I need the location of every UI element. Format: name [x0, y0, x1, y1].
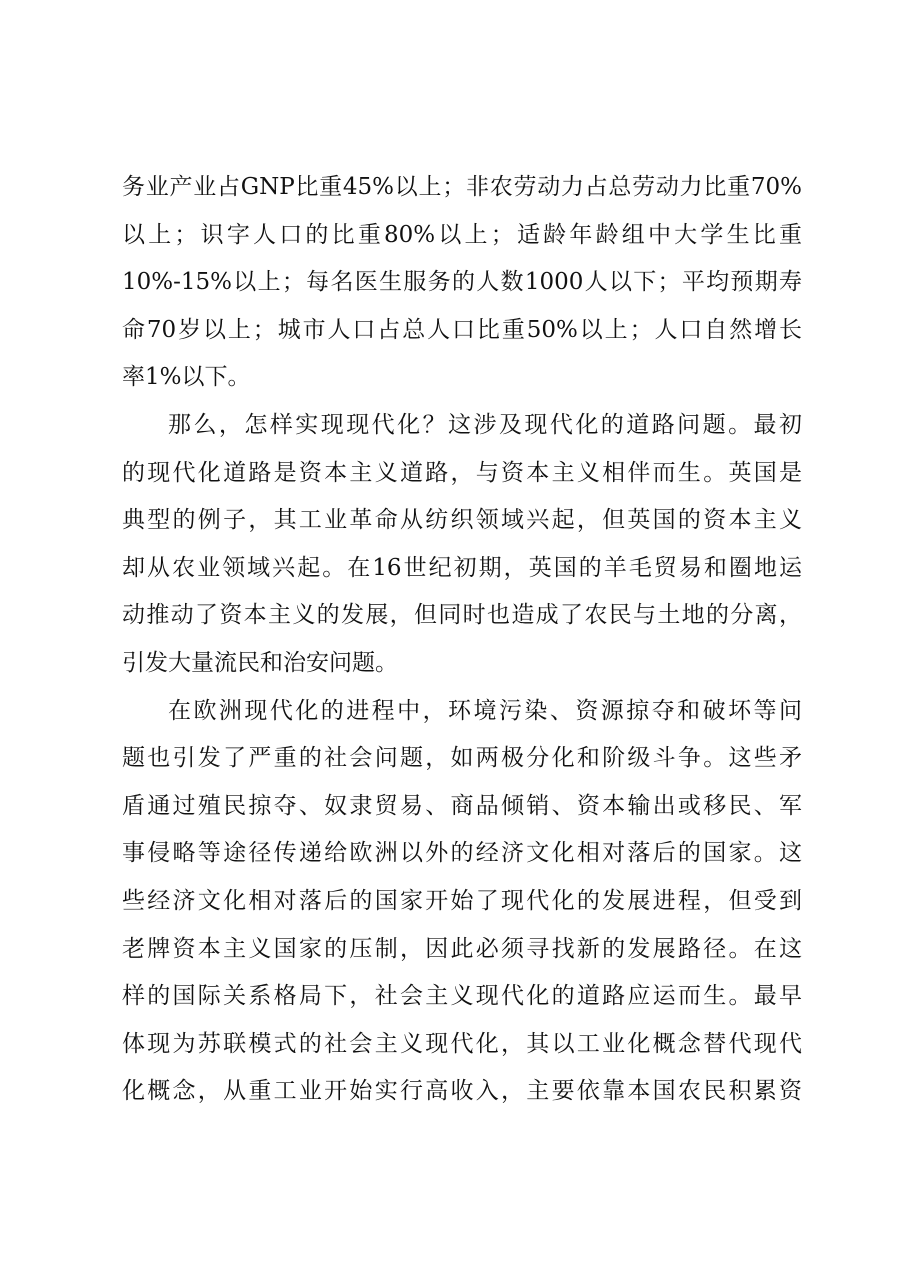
paragraph-3-line-2: 题也引发了严重的社会问题，如两极分化和阶级斗争。这些矛: [122, 745, 802, 772]
body-text: [122, 164, 802, 1116]
paragraph-3-line-8: 体现为苏联模式的社会主义现代化，其以工业化概念替代现代: [122, 1030, 802, 1057]
paragraph-2-line-5: 动推动了资本主义的发展，但同时也造成了农民与土地的分离，: [122, 602, 802, 629]
paragraph-1-line-5: 率1%以下。: [122, 364, 251, 391]
paragraph-3-line-4: 事侵略等途径传递给欧洲以外的经济文化相对落后的国家。这: [122, 840, 802, 867]
paragraph-1-line-3: 10%-15%以上；每名医生服务的人数1000人以下；平均预期寿: [122, 269, 802, 296]
paragraph-3-line-3: 盾通过殖民掠夺、奴隶贸易、商品倾销、资本输出或移民、军: [122, 792, 802, 819]
paragraph-1-line-4: 命70岁以上；城市人口占总人口比重50%以上；人口自然增长: [122, 316, 802, 343]
paragraph-2-line-3: 典型的例子，其工业革命从纺织领域兴起，但英国的资本主义: [122, 507, 802, 534]
paragraph-3-line-7: 样的国际关系格局下，社会主义现代化的道路应运而生。最早: [122, 983, 802, 1010]
paragraph-3-line-9: 化概念，从重工业开始实行高收入，主要依靠本国农民积累资: [122, 1078, 802, 1105]
paragraph-2-line-6: 引发大量流民和治安问题。: [122, 649, 398, 676]
paragraph-3-line-5: 些经济文化相对落后的国家开始了现代化的发展进程，但受到: [122, 887, 802, 914]
paragraph-1-line-1: 务业产业占GNP比重45%以上；非农劳动力占总劳动力比重70%: [122, 174, 802, 200]
paragraph-3-line-6: 老牌资本主义国家的压制，因此必须寻找新的发展路径。在这: [122, 935, 802, 962]
paragraph-2-line-4: 却从农业领域兴起。在16世纪初期，英国的羊毛贸易和圈地运: [122, 554, 802, 581]
paragraph-2-line-2: 的现代化道路是资本主义道路，与资本主义相伴而生。英国是: [122, 459, 802, 486]
paragraph-3-line-1: 在欧洲现代化的进程中，环境污染、资源掠夺和破坏等问: [168, 697, 802, 724]
paragraph-2-line-1: 那么，怎样实现现代化？这涉及现代化的道路问题。最初: [168, 411, 802, 438]
paragraph-1-line-2: 以上；识字人口的比重80%以上；适龄年龄组中大学生比重: [122, 221, 802, 248]
